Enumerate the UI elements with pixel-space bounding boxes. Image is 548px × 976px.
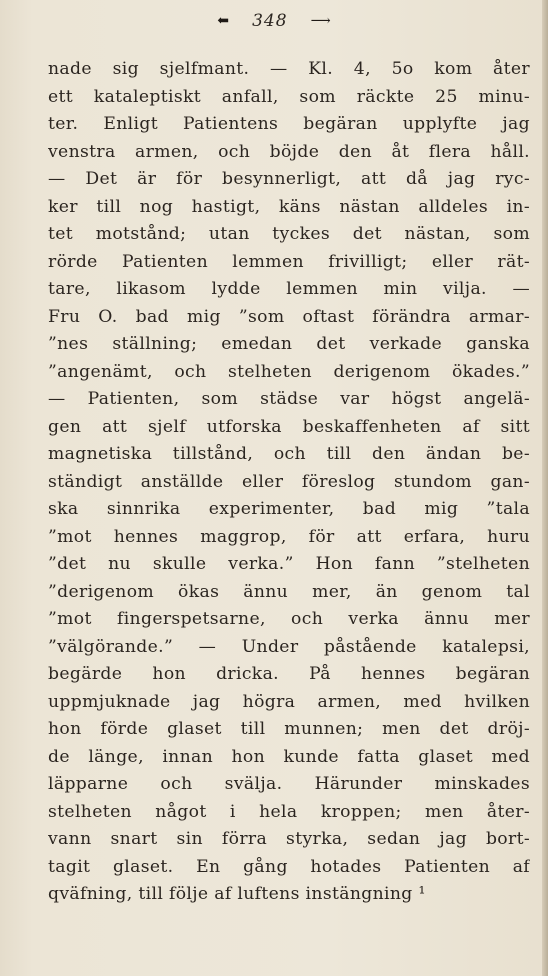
text-line: begärde hon dricka. På hennes begäran	[48, 664, 530, 684]
text-line: ”mot hennes maggrop, för att erfara, huru	[48, 526, 530, 547]
text-line: gen att sjelf utforska beskaffenheten af sitt	[48, 416, 530, 437]
text-line: — Patienten, som städse var högst angelä-	[48, 389, 530, 409]
text-line: tare, likasom lydde lemmen min vilja. —	[48, 279, 530, 299]
text-line: stelheten något i hela kroppen; men åter-	[48, 801, 530, 822]
text-line: ”derigenom ökas ännu mer, än genom tal	[48, 581, 530, 602]
text-line: — Det är för besynnerligt, att då jag ryc-	[48, 169, 530, 189]
body-text	[48, 56, 530, 909]
text-line: ”angenämt, och stelheten derigenom ökades.”	[48, 361, 530, 382]
text-line: rörde Patienten lemmen frivilligt; eller rät-	[48, 251, 530, 272]
ornament-right-icon: ⟶	[310, 12, 331, 29]
text-line: ska sinnrika experimenter, bad mig ”tala	[48, 499, 530, 519]
text-line: vann snart sin förra styrka, sedan jag bort-	[48, 829, 530, 849]
text-line: de länge, innan hon kunde fatta glaset med	[48, 746, 530, 767]
text-line: ”nes ställning; emedan det verkade ganska	[48, 334, 530, 354]
text-line: ”mot fingerspetsarne, och verka ännu mer	[48, 609, 530, 629]
text-line: ”välgörande.” — Under påstående katalepsi,	[48, 636, 530, 657]
text-line: magnetiska tillstånd, och till den ändan be-	[48, 444, 530, 464]
text-line: ter. Enligt Patientens begäran upplyfte jag	[48, 114, 530, 134]
text-line: nade sig sjelfmant. — Kl. 4, 5o kom åter	[48, 59, 530, 79]
text-line: venstra armen, och böjde den åt flera håll.	[48, 141, 530, 162]
page-edge	[542, 0, 548, 976]
text-line: Fru O. bad mig ”som oftast förändra armar-	[48, 306, 530, 327]
text-line: tet motstånd; utan tyckes det nästan, som	[48, 224, 530, 244]
text-line: ett kataleptiskt anfall, som räckte 25 minu-	[48, 86, 530, 107]
ornament-left-icon: ⬅	[217, 12, 229, 29]
text-line: ”det nu skulle verka.” Hon fann ”stelheten	[48, 554, 530, 574]
text-line: ker till nog hastigt, käns nästan alldeles in-	[48, 196, 530, 217]
page-number: 348	[252, 10, 288, 31]
text-line: qväfning, till följe af luftens instängning ¹	[48, 884, 426, 904]
text-line: ständigt anställde eller föreslog stundom gan-	[48, 471, 530, 492]
text-line: läpparne och svälja. Härunder minskades	[48, 774, 530, 794]
text-line: uppmjuknade jag högra armen, med hvilken	[48, 691, 530, 712]
text-line: hon förde glaset till munnen; men det dröj-	[48, 719, 530, 739]
page-header	[0, 10, 548, 34]
text-line: tagit glaset. En gång hotades Patienten af	[48, 856, 530, 877]
